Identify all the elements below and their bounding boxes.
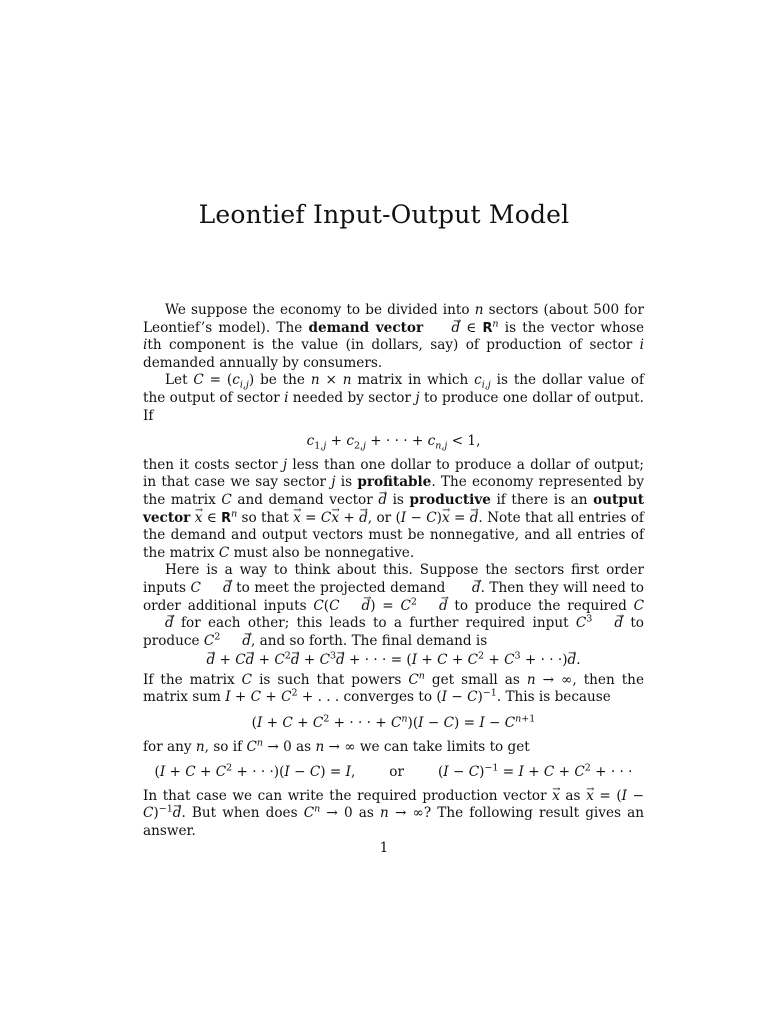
paragraph-matrix-definition: Let $C = (c_{i,j})$ be the n × n matrix in which $c_{i,j}$ is the dollar value of the output of sector i needed by sector j to produce one dollar of output. If: [143, 372, 644, 424]
term-output-vector: output vector: [143, 491, 644, 526]
term-productive: productive: [409, 491, 491, 508]
page-number: 1: [379, 840, 389, 856]
document-body: [143, 302, 644, 841]
paragraph-production-vector: In that case we can write the required production vector x → as x → = $(I - C)^{-1}d$ →. But when does $C^n \to 0$ as n → ∞? The following result gives an answer.: [143, 788, 644, 841]
paragraph-iterative-demand: Here is a way to think about this. Suppose the sectors first order inputs C d → to meet the projected demand d →. Then they will need to order additional inputs C(C d →) = $C^2$ d → to produce the required Cd → for each other; this leads to a further required input $C^3$ d → to produce $C^2$ d →, and so forth. The final demand is: [143, 562, 644, 650]
equation-inverse-series: ($I + C + C^2$ + · · ·)(I − C) = I, or $(I - C)^{-1} = I + C + C^2$ + · · ·: [154, 762, 633, 781]
term-profitable: profitable: [357, 474, 432, 491]
paragraph-demand-vector: We suppose the economy to be divided into n sectors (about 500 for Leontief’s model). The demand vector d → ∈ $R^n$ is the vector whose ith component is the value (in dollars, say) of production of sector i demanded annually by consumers.: [143, 302, 644, 372]
paragraph-limits: for any n, so if $C^n \to 0$ as n → ∞ we can take limits to get: [143, 737, 530, 755]
paragraph-series-convergence: If the matrix C is such that powers $C^n$ get small as n → ∞, then the matrix sum $I + C + C^2$ + . . . converges to $(I - C)^{-1}$. This is because: [143, 670, 644, 706]
term-demand-vector: demand vector: [308, 319, 424, 336]
page-title: Leontief Input-Output Model: [198, 200, 570, 229]
equation-telescoping: ($I + C + C^2$ + · · · + $C^n)(I - C) = I - C^{n+1}$: [251, 713, 536, 732]
paragraph-profitable-productive: then it costs sector j less than one dollar to produce a dollar of output; in that case we say sector j is profitable. The economy represented by the matrix C and demand vector d → is productive if there is an output vector x → ∈ $R^n$ so that x → = Cx → + d →, or (I − C)x → = d →. Note that all entries of the demand and output vectors must be nonnegative, and all entries of the matrix C must also be nonnegative.: [143, 457, 644, 563]
equation-column-sum: $c_{1,j} + c_{2,j}$ + · · · + $c_{n,j} < 1$,: [306, 433, 481, 452]
equation-final-demand: d → + Cd → + $C^2d$ → + $C^3d$ → + · · · = ($I + C + C^2 + C^3$ + · · ·)d →.: [143, 652, 644, 670]
